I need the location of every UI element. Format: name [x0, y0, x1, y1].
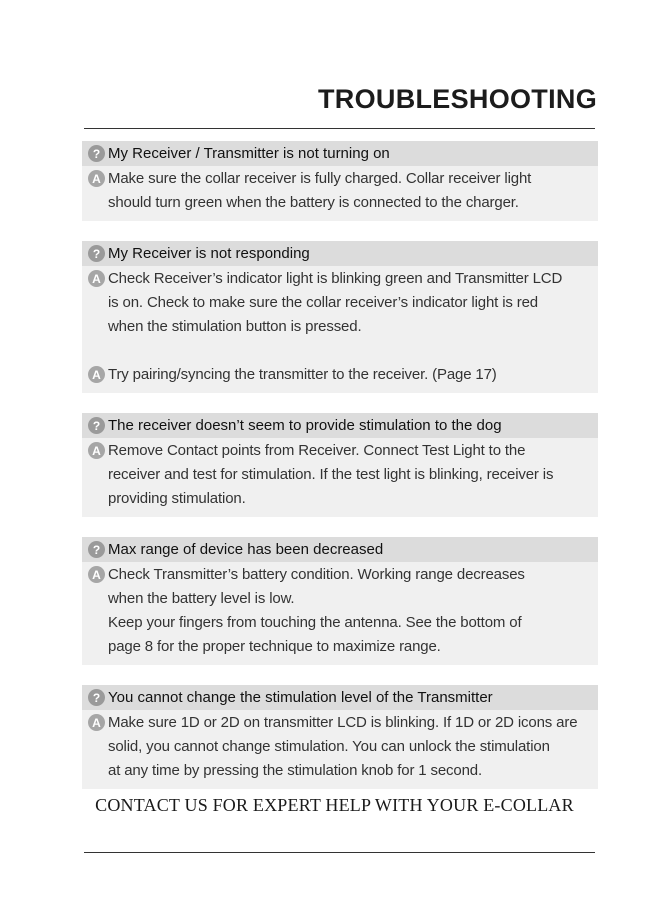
- faq-item: [82, 241, 598, 393]
- question-icon: ?: [88, 689, 105, 706]
- answer-icon: A: [88, 442, 105, 459]
- faq-item: [82, 141, 598, 221]
- footer-divider: [84, 852, 595, 853]
- faq-answer: [82, 439, 598, 511]
- answer-text: Try pairing/syncing the transmitter to the receiver. (Page 17): [108, 366, 497, 383]
- faq-answers: [82, 562, 598, 665]
- answer-text: Check Receiver’s indicator light is blinking green and Transmitter LCD is on. Check to make sure the collar receiver’s indicator light is red when the stimulation button is pressed.: [108, 270, 563, 335]
- faq-answers: [82, 710, 598, 789]
- answer-icon: A: [88, 270, 105, 287]
- answer-icon: A: [88, 714, 105, 731]
- answer-text: Remove Contact points from Receiver. Connect Test Light to the receiver and test for stimulation. If the test light is blinking, receiver is providing stimulation.: [108, 442, 554, 507]
- faq-item: [82, 685, 598, 789]
- faq-item: [82, 413, 598, 517]
- answer-text: Make sure 1D or 2D on transmitter LCD is blinking. If 1D or 2D icons are solid, you cannot change stimulation. You can unlock the stimulation at any time by pressing the stimulation knob for 1 second.: [108, 714, 578, 779]
- question-icon: ?: [88, 417, 105, 434]
- contact-heading: CONTACT US FOR EXPERT HELP WITH YOUR E-COLLAR: [95, 795, 574, 815]
- answer-text: Check Transmitter’s battery condition. Working range decreases when the battery level is low. Keep your fingers from touching the antenna. See the bottom of page 8 for the proper technique to maximize range.: [108, 566, 525, 655]
- question-icon: ?: [88, 145, 105, 162]
- title-divider: [84, 128, 595, 129]
- answer-text: Make sure the collar receiver is fully charged. Collar receiver light should turn green when the battery is connected to the charger.: [108, 170, 532, 211]
- faq-answer: [82, 167, 598, 215]
- faq-item: [82, 537, 598, 665]
- answer-icon: A: [88, 170, 105, 187]
- answer-icon: A: [88, 566, 105, 583]
- faq-answer: [82, 563, 598, 659]
- question-icon: ?: [88, 245, 105, 262]
- faq-question: [82, 685, 598, 710]
- faq-question: [82, 141, 598, 166]
- faq-answers: [82, 166, 598, 221]
- faq-question: [82, 413, 598, 438]
- faq-answer: [82, 711, 598, 783]
- answer-icon: A: [88, 366, 105, 383]
- question-text: Max range of device has been decreased: [108, 541, 384, 558]
- question-text: You cannot change the stimulation level of the Transmitter: [108, 689, 493, 706]
- question-text: My Receiver is not responding: [108, 245, 310, 262]
- faq-question: [82, 537, 598, 562]
- faq-list: [82, 141, 598, 809]
- question-text: The receiver doesn’t seem to provide stimulation to the dog: [108, 417, 502, 434]
- question-icon: ?: [88, 541, 105, 558]
- faq-question: [82, 241, 598, 266]
- page-title: TROUBLESHOOTING: [318, 84, 597, 114]
- faq-answer: [82, 363, 598, 387]
- question-text: My Receiver / Transmitter is not turning on: [108, 145, 390, 162]
- faq-answers: [82, 266, 598, 393]
- faq-answers: [82, 438, 598, 517]
- faq-answer: [82, 267, 598, 339]
